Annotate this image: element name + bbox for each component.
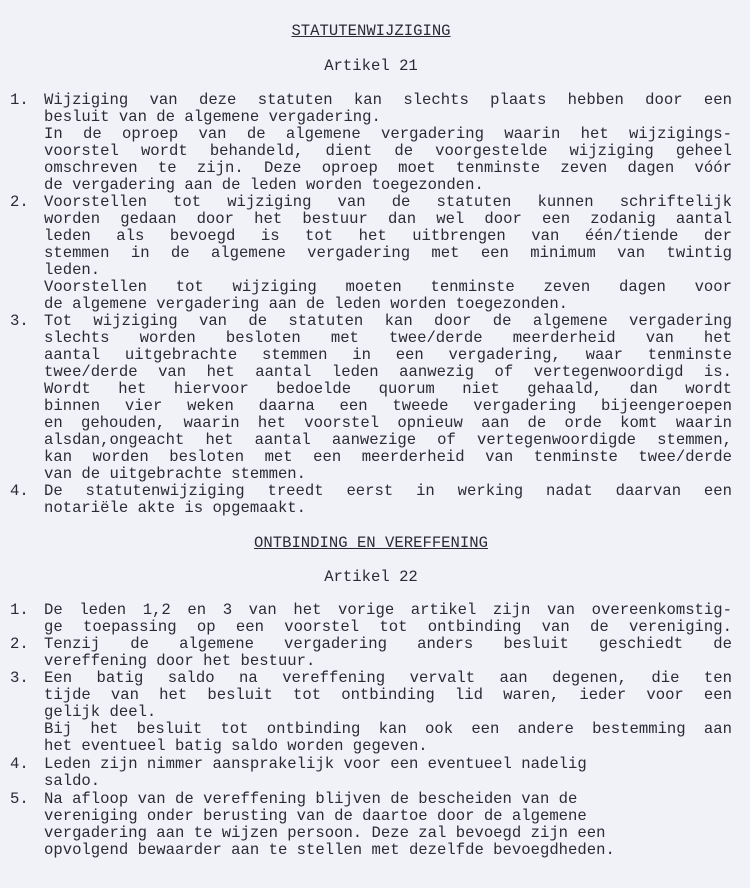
item-line: slechts worden besloten met twee/derde meerderheid van het <box>44 329 732 347</box>
item-line: worden gedaan door het bestuur dan wel door een zodanig aantal <box>44 210 732 228</box>
article-title-21: Artikel 21 <box>324 57 418 75</box>
item-line: Na afloop van de vereffening blijven de bescheiden van de <box>44 790 578 808</box>
item-line: Tenzij de algemene vergadering anders besluit geschiedt de <box>44 635 732 653</box>
item-line: de vergadering aan de leden worden toegezonden. <box>44 176 484 194</box>
item-line: De leden 1,2 en 3 van het vorige artikel zijn van overeenkomstig- <box>44 601 732 619</box>
item-line: tijde van het besluit tot ontbinding lid waren, ieder voor een <box>44 686 732 704</box>
item-line: Wordt het hiervoor bedoelde quorum niet gehaald, dan wordt <box>44 380 732 398</box>
item-number: 2. <box>10 635 29 653</box>
item-line: omschreven te zijn. Deze oproep moet tenminste zeven dagen vóór <box>44 159 732 177</box>
item-line: en gehouden, waarin het voorstel opnieuw aan de orde komt waarin <box>44 414 732 432</box>
item-number: 5. <box>10 790 29 808</box>
item-line: vereffening door het bestuur. <box>44 652 316 670</box>
item-number: 3. <box>10 669 29 687</box>
item-line: besluit van de algemene vergadering. <box>44 108 381 126</box>
item-line: gelijk deel. <box>44 703 157 721</box>
item-number: 4. <box>10 755 29 773</box>
item-line: aantal uitgebrachte stemmen in een vergadering, waar tenminste <box>44 346 732 364</box>
section-heading-ontbinding: ONTBINDING EN VEREFFENING <box>254 534 488 552</box>
item-line: twee/derde van het aantal leden aanwezig of vertegenwoordigd is. <box>44 363 732 381</box>
item-line: Wijziging van deze statuten kan slechts plaats hebben door een <box>44 91 732 109</box>
item-number: 1. <box>10 601 29 619</box>
item-line: leden. <box>44 261 101 279</box>
item-line: van de uitgebrachte stemmen. <box>44 465 307 483</box>
item-number: 4. <box>10 482 29 500</box>
item-number: 2. <box>10 193 29 211</box>
item-line: het eventueel batig saldo worden gegeven. <box>44 737 428 755</box>
item-line: voorstel wordt behandeld, dient de voorgestelde wijziging geheel <box>44 142 732 160</box>
item-number: 3. <box>10 312 29 330</box>
item-line: Een batig saldo na vereffening vervalt aan degenen, die ten <box>44 669 732 687</box>
item-line: saldo. <box>44 772 101 790</box>
item-line: opvolgend bewaarder aan te stellen met dezelfde bevoegdheden. <box>44 841 615 859</box>
item-line: Voorstellen tot wijziging van de statuten kunnen schriftelijk <box>44 193 732 211</box>
item-line: stemmen in de algemene vergadering met een minimum van twintig <box>44 244 732 262</box>
item-number: 1. <box>10 91 29 109</box>
item-line: notariële akte is opgemaakt. <box>44 499 307 517</box>
item-line: alsdan,ongeacht het aantal aanwezige of vertegenwoordigde stemmen, <box>44 431 732 449</box>
item-line: de algemene vergadering aan de leden worden toegezonden. <box>44 295 569 313</box>
item-line: binnen vier weken daarna een tweede vergadering bijeengeroepen <box>44 397 732 415</box>
item-line: In de oproep van de algemene vergadering waarin het wijzigings- <box>44 125 732 143</box>
item-line: Voorstellen tot wijziging moeten tenminste zeven dagen voor <box>44 278 732 296</box>
item-line: De statutenwijziging treedt eerst in werking nadat daarvan een <box>44 482 732 500</box>
item-line: vergadering aan te wijzen persoon. Deze zal bevoegd zijn een <box>44 824 606 842</box>
item-line: Bij het besluit tot ontbinding kan ook een andere bestemming aan <box>44 720 732 738</box>
item-line: kan worden besloten met een meerderheid van tenminste twee/derde <box>44 448 732 466</box>
item-line: ge toepassing op een voorstel tot ontbinding van de vereniging. <box>44 618 732 636</box>
article-title-22: Artikel 22 <box>324 568 418 586</box>
item-line: Leden zijn nimmer aansprakelijk voor een eventueel nadelig <box>44 755 587 773</box>
item-line: vereniging onder berusting van de daartoe door de algemene <box>44 807 587 825</box>
item-line: Tot wijziging van de statuten kan door de algemene vergadering <box>44 312 732 330</box>
section-heading-statutenwijziging: STATUTENWIJZIGING <box>291 22 451 40</box>
item-line: leden als bevoegd is tot het uitbrengen van één/tiende der <box>44 227 732 245</box>
